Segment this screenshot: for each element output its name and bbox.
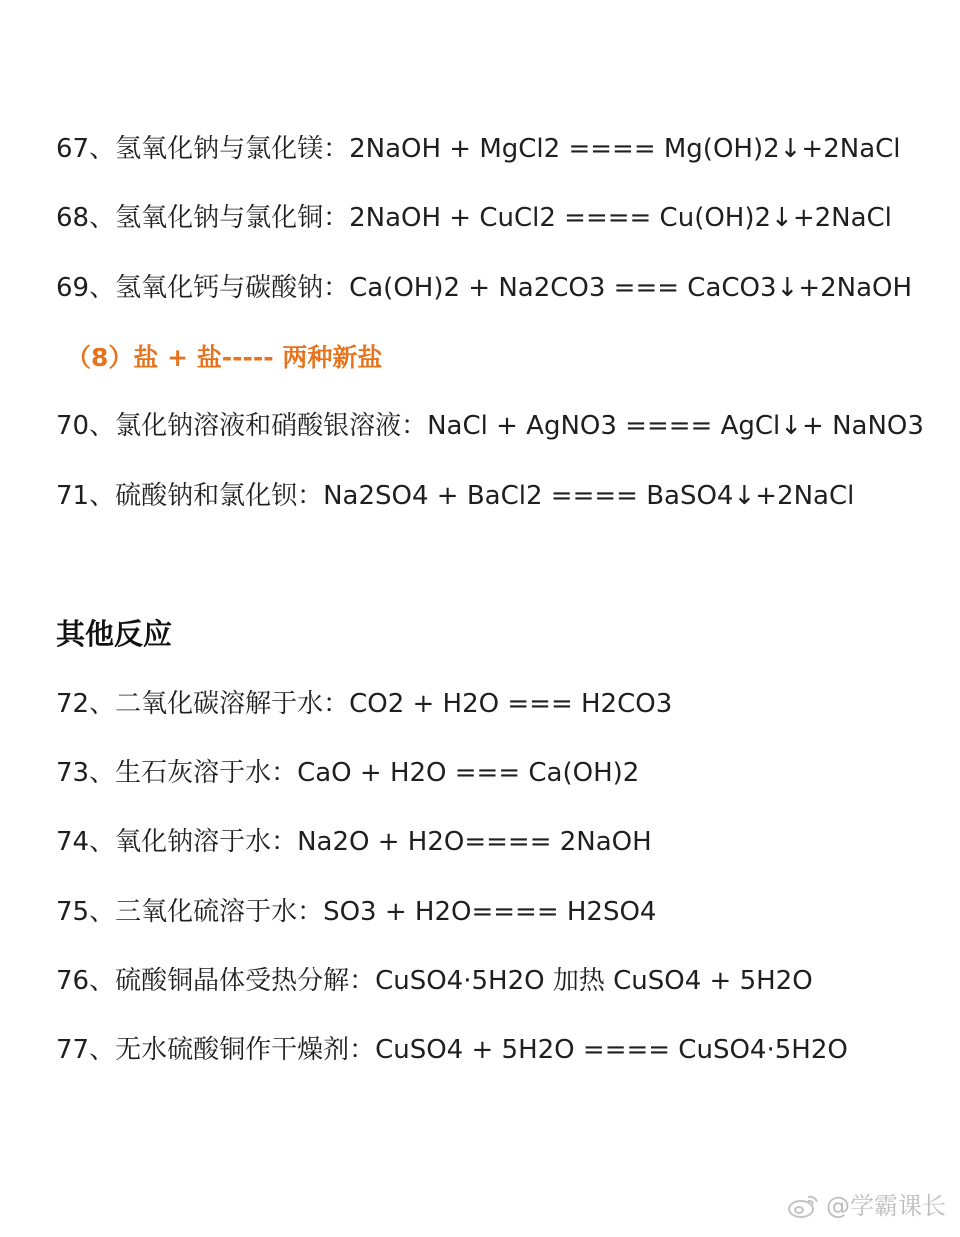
equation-line-77: 77、无水硫酸铜作干燥剂：CuSO4 + 5H2O ==== CuSO4·5H2O — [56, 1035, 848, 1065]
section-heading-other-reactions: 其他反应 — [56, 617, 173, 651]
equation-line-71: 71、硫酸钠和氯化钡：Na2SO4 + BaCl2 ==== BaSO4↓+2NaCl — [56, 481, 855, 511]
equation-line-67: 67、氢氧化钠与氯化镁：2NaOH + MgCl2 ==== Mg(OH)2↓+2NaCl — [56, 134, 901, 164]
equation-line-72: 72、二氧化碳溶解于水：CO2 + H2O === H2CO3 — [56, 689, 673, 719]
equation-line-74: 74、氧化钠溶于水：Na2O + H2O==== 2NaOH — [56, 827, 652, 857]
equation-line-73: 73、生石灰溶于水：CaO + H2O === Ca(OH)2 — [56, 758, 640, 788]
watermark — [786, 1191, 946, 1221]
equation-line-69: 69、氢氧化钙与碳酸钠：Ca(OH)2 + Na2CO3 === CaCO3↓+2NaOH — [56, 273, 913, 303]
equation-line-70: 70、氯化钠溶液和硝酸银溶液：NaCl + AgNO3 ==== AgCl↓+ NaNO3 — [56, 411, 924, 441]
section-heading-salt-salt: （8）盐 + 盐----- 两种新盐 — [66, 343, 383, 372]
equation-line-75: 75、三氧化硫溶于水：SO3 + H2O==== H2SO4 — [56, 897, 657, 927]
equation-line-68: 68、氢氧化钠与氯化铜：2NaOH + CuCl2 ==== Cu(OH)2↓+2NaCl — [56, 203, 892, 233]
weibo-icon — [786, 1192, 820, 1220]
equation-line-76: 76、硫酸铜晶体受热分解：CuSO4·5H2O 加热 CuSO4 + 5H2O — [56, 966, 813, 996]
watermark-text: @学霸课长 — [826, 1192, 946, 1220]
